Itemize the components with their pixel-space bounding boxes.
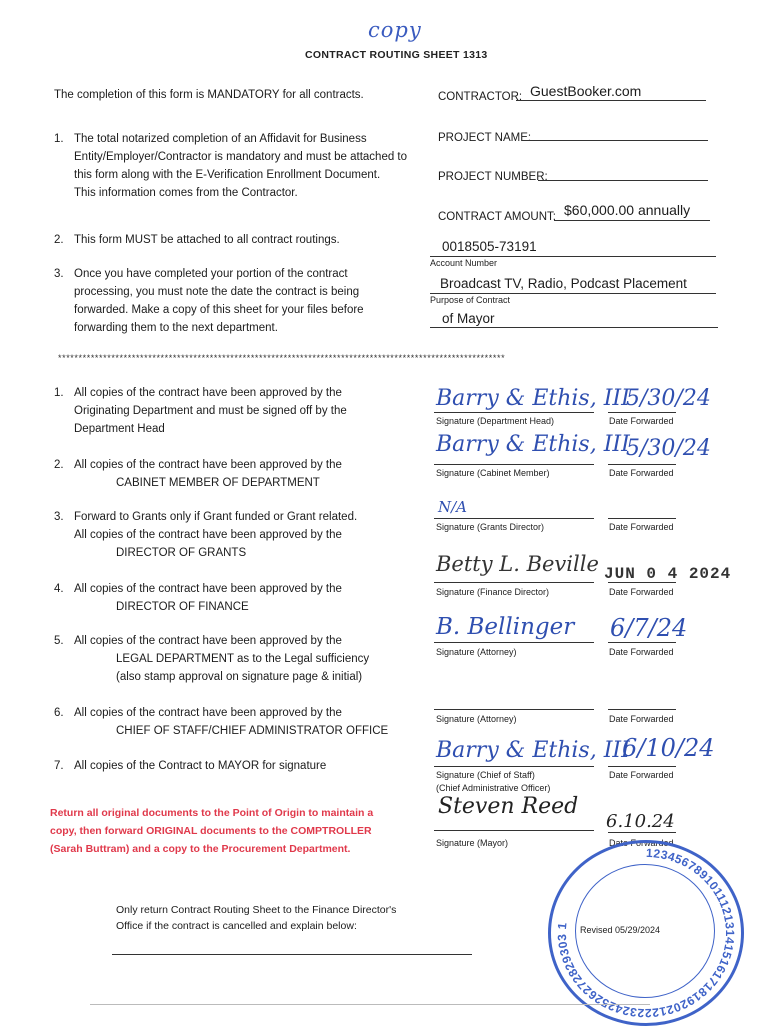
attorney-signature-line — [434, 630, 594, 643]
routing-step-2 — [54, 456, 414, 492]
routing-step-6 — [54, 704, 414, 740]
finance-director-signature-line — [434, 570, 594, 583]
finance-director-date-label: Date Forwarded — [609, 587, 674, 597]
cabinet-member-signature: Barry & Ethis, III — [436, 432, 630, 457]
routing-step-5-line2: LEGAL DEPARTMENT as to the Legal sufficiency — [116, 653, 370, 665]
routing-step-5-line3: (also stamp approval on signature page & initial) — [116, 671, 363, 683]
routing-step-1-line2: Originating Department and must be signed off by the — [74, 405, 347, 417]
purpose-value-2: of Mayor — [442, 311, 495, 326]
copy-handwritten-mark: copy — [368, 18, 422, 42]
grants-director-date-line — [608, 506, 676, 519]
routing-step-4-number: 4. — [54, 583, 64, 595]
footer-rule — [90, 1004, 650, 1005]
intro-item-1-text2: This information comes from the Contractor. — [74, 187, 298, 199]
routing-step-3-line1: Forward to Grants only if Grant funded or Grant related. — [74, 511, 358, 523]
intro-item-3-number: 3. — [54, 268, 64, 280]
routing-step-2-line1: All copies of the contract have been approved by the — [74, 459, 342, 471]
project-name-line — [522, 126, 708, 141]
chief-of-staff-signature-label: Signature (Chief of Staff) — [436, 770, 535, 780]
intro-item-2-number: 2. — [54, 234, 64, 246]
cancellation-explanation-line — [112, 942, 472, 955]
attorney-date-line — [608, 630, 676, 643]
department-head-signature: Barry & Ethis, III — [436, 386, 630, 411]
grants-director-signature-label: Signature (Grants Director) — [436, 522, 545, 532]
grants-director-signature: N/A — [438, 498, 468, 516]
routing-step-2-line2: CABINET MEMBER OF DEPARTMENT — [116, 477, 320, 489]
routing-step-2-number: 2. — [54, 459, 64, 471]
routing-step-7-line1: All copies of the Contract to MAYOR for signature — [74, 760, 327, 772]
intro-item-3-text: Once you have completed your portion of the contract processing, you must note the date the contract is being forwarded. Make a copy of this sheet for your files before forwarding them to the next department. — [74, 268, 364, 334]
mandatory-notice: The completion of this form is MANDATORY for all contracts. — [54, 89, 364, 101]
contract-amount-label: CONTRACT AMOUNT: — [438, 211, 556, 223]
chief-of-staff-signature-line — [434, 754, 594, 767]
routing-step-3-line2: All copies of the contract have been approved by the — [74, 529, 342, 541]
routing-step-5-number: 5. — [54, 635, 64, 647]
intro-item-1-number: 1. — [54, 133, 64, 145]
project-number-line — [538, 166, 708, 181]
department-head-date: 5/30/24 — [626, 386, 711, 411]
contractor-label: CONTRACTOR: — [438, 91, 523, 103]
department-head-signature-line — [434, 400, 594, 413]
mayor-date: 6.10.24 — [606, 811, 675, 832]
routing-step-4-line2: DIRECTOR OF FINANCE — [116, 601, 249, 613]
chief-of-staff-date: 6/10/24 — [622, 734, 715, 762]
routing-step-4-line1: All copies of the contract have been approved by the — [74, 583, 342, 595]
project-number-label: PROJECT NUMBER: — [438, 171, 548, 183]
routing-step-3 — [54, 508, 414, 562]
page-title: CONTRACT ROUTING SHEET 1313 — [305, 49, 488, 61]
routing-step-6-number: 6. — [54, 707, 64, 719]
asterisk-divider: ************************************************************************************************************* — [58, 353, 506, 363]
routing-step-7 — [54, 757, 414, 775]
intro-item-2 — [54, 231, 414, 249]
chief-of-staff-date-label: Date Forwarded — [609, 770, 674, 780]
finance-date-stamp: JUN 0 4 2024 — [604, 565, 732, 583]
routing-step-1-line3: Department Head — [74, 423, 165, 435]
cabinet-member-signature-line — [434, 452, 594, 465]
chief-admin-date-line — [608, 697, 676, 710]
routing-step-6-line2: CHIEF OF STAFF/CHIEF ADMINISTRATOR OFFICE — [116, 725, 389, 737]
mayor-signature: Steven Reed — [438, 794, 579, 819]
purpose-value: Broadcast TV, Radio, Podcast Placement — [440, 276, 687, 291]
routing-step-7-number: 7. — [54, 760, 64, 772]
department-head-signature-label: Signature (Department Head) — [436, 416, 555, 426]
routing-step-1-number: 1. — [54, 387, 64, 399]
chief-of-staff-date-line — [608, 754, 676, 767]
intro-item-1-text: The total notarized completion of an Affidavit for Business Entity/Employer/Contractor is mandatory and must be attached to this form along with the E-Verification Enrollment Document. — [74, 133, 408, 181]
revised-date: Revised 05/29/2024 — [580, 925, 661, 935]
finance-director-date-line — [608, 570, 676, 583]
mayor-signature-line — [434, 818, 594, 831]
chief-admin-signature-label: Signature (Attorney) — [436, 714, 517, 724]
stamp-digits-text: 1234567891011121314151617181920212223242526272829303 1 — [554, 845, 737, 1021]
attorney-signature-label: Signature (Attorney) — [436, 647, 517, 657]
finance-director-signature: Betty L. Beville — [436, 552, 599, 576]
cabinet-member-date-line — [608, 452, 676, 465]
project-name-label: PROJECT NAME: — [438, 132, 532, 144]
chief-admin-signature-line — [434, 697, 594, 710]
department-head-date-line — [608, 400, 676, 413]
routing-step-3-line3: DIRECTOR OF GRANTS — [116, 547, 247, 559]
mayor-date-label: Date Forwarded — [609, 838, 674, 848]
mayor-signature-label: Signature (Mayor) — [436, 838, 509, 848]
contractor-value: GuestBooker.com — [530, 83, 642, 99]
intro-item-3 — [54, 265, 394, 337]
finance-director-signature-label: Signature (Finance Director) — [436, 587, 550, 597]
cabinet-member-signature-label: Signature (Cabinet Member) — [436, 468, 550, 478]
contract-amount-value: $60,000.00 annually — [564, 202, 691, 218]
purpose-label: Purpose of Contract — [430, 295, 511, 305]
routing-step-4 — [54, 580, 414, 616]
department-head-date-label: Date Forwarded — [609, 416, 674, 426]
return-instructions: Return all original documents to the Point of Origin to maintain a copy, then forward ORIGINAL documents to the COMPTROLLER (Sarah Buttram) and a copy to the Procurement Department. — [50, 807, 374, 855]
routing-step-5 — [54, 632, 414, 686]
account-number-value: 0018505-73191 — [442, 239, 537, 254]
attorney-date-label: Date Forwarded — [609, 647, 674, 657]
mayor-date-line — [608, 820, 676, 833]
grants-director-signature-line — [434, 506, 594, 519]
chief-of-staff-signature: Barry & Ethis, III — [436, 738, 630, 763]
account-number-label: Account Number — [430, 258, 498, 268]
grants-director-date-label: Date Forwarded — [609, 522, 674, 532]
cancellation-note: Only return Contract Routing Sheet to the Finance Director's Office if the contract is cancelled and explain below: — [116, 904, 397, 932]
cabinet-member-date-label: Date Forwarded — [609, 468, 674, 478]
routing-step-5-line1: All copies of the contract have been approved by the — [74, 635, 342, 647]
routing-step-1 — [54, 384, 414, 438]
intro-item-1 — [54, 130, 414, 202]
attorney-signature: B. Bellinger — [436, 614, 575, 640]
intro-item-2-text: This form MUST be attached to all contract routings. — [74, 234, 340, 246]
cabinet-member-date: 5/30/24 — [626, 436, 711, 461]
routing-step-1-line1: All copies of the contract have been approved by the — [74, 387, 342, 399]
routing-step-6-line1: All copies of the contract have been approved by the — [74, 707, 342, 719]
chief-of-staff-signature-label-2: (Chief Administrative Officer) — [436, 783, 551, 793]
chief-admin-date-label: Date Forwarded — [609, 714, 674, 724]
routing-step-3-number: 3. — [54, 511, 64, 523]
attorney-date: 6/7/24 — [610, 614, 688, 642]
